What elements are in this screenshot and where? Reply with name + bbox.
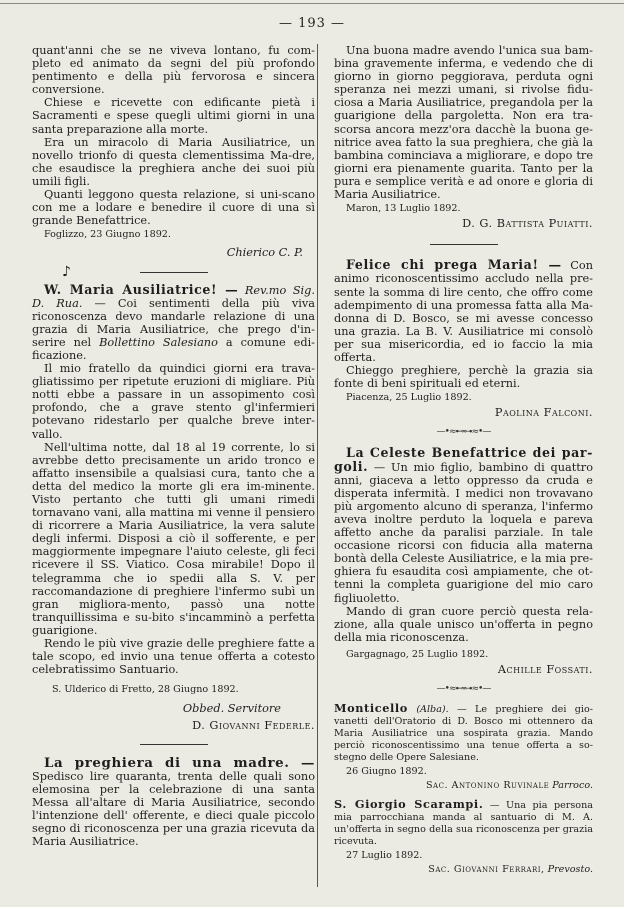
signature [334,864,593,876]
place-date: Gargagnago, 25 Luglio 1892. [346,648,489,660]
paragraph-text: a comune edi-ficazione. [32,335,315,362]
paragraph-text: Con animo riconoscentissimo accludo nella pre-sente la somma di lire cento, che offro come adempimento di una promessa fatta alla Ma-donna di D. Bosco, se mi avesse concesso una grazia. La B. V. Ausiliatrice mi consolò per sua misericordia, ed io faccio la mia offerta. [334,259,594,364]
signature-role: Obbed. Servitore [182,702,281,716]
place-date: Piacenza, 25 Luglio 1892. [346,392,472,404]
paragraph-text: Spedisco lire quaranta, trenta delle quali sono elemosina per la celebrazione di una santa Messa all'altare di Maria Ausiliatrice, secondo l'intenzione dell' offerente, e dieci quale piccolo segno di riconoscenza per una grazia ricevuta da Maria Ausiliatrice. [32,769,315,849]
paragraph: Chiese e ricevette con edificante pietà i Sacramenti e spese quegli ultimi giorni in una santa preparazione alla morte. [32,96,315,136]
right-column [334,44,593,876]
section-divider [140,272,208,273]
column-divider [317,44,318,887]
signature [334,780,593,792]
paragraph: Mando di gran cuore perciò questa rela-zione, alla quale unisco un'offerta in pegno della mia riconoscenza. [334,604,593,644]
paragraph: Era un miracolo di Maria Ausiliatrice, un novello trionfo di questa clementissima Ma-dre, che esaudisce la preghiera anche dei suoi più umili figli. [32,135,315,188]
brief-notice [334,798,593,848]
signature: D. G. Battista Puiatti. [462,217,593,231]
paragraph: Il mio fratello da quindici giorni era trava-gliatissimo per ripetute eruzioni di migliare. Più notti ebbe a passare in un assopimento così profondo, che a grave stento gl'infermieri potevano ridestarlo per qualche breve inter-vallo. [32,362,315,441]
paragraph-text: — Una pia persona mia parrocchiana manda al santuario di M. A. un'offerta in segno della sua riconoscenza per grazia ricevuta. [334,800,593,848]
section-divider [430,244,498,245]
paragraph-text: — Un mio figlio, bambino di quattro anni, giaceva a letto oppresso da cruda e disperata infermità. I medici non trovavano più argomento alcuno di speranza, l'infermo aveva inoltre perduto la loquela e pareva affetto anche da paralisi parziale. In tale occasione ricorsi con fiducia alla materna bontà della Celeste Ausiliatrice, e la mia pre-ghiera fu esaudita così ampiamente, che ot-tenni la completa guarigione del mio caro figliuoletto. [334,460,593,605]
section-heading: Felice chi prega Maria! — [346,257,562,273]
publication-title: Bollettino Salesiano [99,335,218,349]
signature-name: Sac. Antonino Ruvinale [425,780,550,792]
place-date: Foglizzo, 23 Giugno 1892. [44,229,171,241]
letter-paragraph [334,258,593,364]
ink-mark: ♪ [62,263,71,280]
section-heading: S. Giorgio Scarampi. [334,797,484,812]
signature: Achille Fossati. [497,663,593,677]
signature: Paolina Falconi. [494,406,593,420]
signature-role: Prevosto. [547,864,593,876]
signature-role: Parroco. [552,780,593,792]
ornament-divider: —•≈⊷⊶≈•— [436,427,491,438]
ornament-divider: —•≈⊷⊶≈•— [436,684,491,695]
place-date: S. Ulderico di Fretto, 28 Giugno 1892. [52,684,239,696]
paragraph: quant'anni che se ne viveva lontano, fu com-pleto ed animato da segni del più profondo pentimento e della più fervorosa e sincera conversione. [32,44,315,97]
place-note: (Alba). [416,704,449,716]
section-divider [140,744,208,745]
signature: Chierico C. P. [226,246,303,260]
section-heading: Monticello [334,701,408,716]
paragraph: Nell'ultima notte, dal 18 al 19 corrente, lo si avrebbe detto precisamente un arido tronco e affatto insensibile a qualsiasi cura, tanto che a detta del medico la morte gli era im-minente. Visto pertanto che tutti gli umani rimedi tornavano vani, alla mattina mi venne il pensiero di ricorrere a Maria Ausiliatrice, la vera salute degli infermi. Disposi a ciò il sofferente, e per maggiormente impegnare l'aiuto celeste, gli feci ricevere il SS. Viatico. Cosa mirabile! Dopo il telegramma che io spedii alla S. V. per raccomandazione di preghiere l'infermo subì un gran migliora-mento, passò una notte tranquillissima e su-bito s'incamminò a perfetta guarigione. [32,440,315,637]
brief-notice [334,702,593,764]
paragraph-text: — Le preghiere dei gio-vanetti dell'Oratorio di D. Bosco mi ottennero da Maria Ausiliatrice una sospirata grazia. Mando perciò riconoscentissimo una tenue offerta a so-stegno delle Opere Salesiane. [334,704,593,764]
section-heading: W. Maria Ausiliatrice! — [44,281,239,297]
signature-name: Sac. Giovanni Ferrari, [428,864,545,876]
section-heading: La preghiera di una madre. — [44,754,315,771]
top-rule [0,3,624,4]
left-column [32,44,315,848]
paragraph: Una buona madre avendo l'unica sua bam-bina gravemente inferma, e vedendo che di giorno in giorno peggiorava, perduta ogni speranza nei mezzi umani, si rivolse fidu-ciosa a Maria Ausiliatrice, pregandola per la guarigione della pargoletta. Non era tra-scorsa ancora mezz'ora dacchè la buona ge-nitrice avea fatto la sua preghiera, che già la bambina cominciava a migliorare, e dopo tre giorni era pienamente guarita. Tanto per la pura e semplice verità e ad onore e gloria di Maria Ausiliatrice. [334,44,593,202]
letter-paragraph [32,283,315,363]
place-date: 27 Luglio 1892. [346,850,423,862]
place-date: 26 Giugno 1892. [346,766,427,778]
paragraph-text: — Coi sentimenti della più viva riconoscenza devo mandarle relazione di una grazia di Maria Ausiliatrice, che prego d'in-serire nel [32,296,315,349]
paragraph: Chieggo preghiere, perchè la grazia sia fonte di beni spirituali ed eterni. [334,364,593,391]
letter-paragraph [334,446,593,605]
section-heading: La Celeste Benefattrice dei par-goli. [334,444,593,474]
addressee: Rev.mo Sig. D. Rua. [32,283,315,310]
letter-paragraph [32,754,315,849]
signature: D. Giovanni Federle. [192,718,315,732]
paragraph: Rendo le più vive grazie delle preghiere fatte a tale scopo, ed invio una tenue offerta a cotesto celebratissimo Santuario. [32,637,315,677]
place-date: Maron, 13 Luglio 1892. [346,203,461,215]
paragraph: Quanti leggono questa relazione, si uni-scano con me a lodare e benedire il cuore di una sì grande Benefattrice. [32,188,315,228]
page-number: — 193 — [278,16,346,31]
